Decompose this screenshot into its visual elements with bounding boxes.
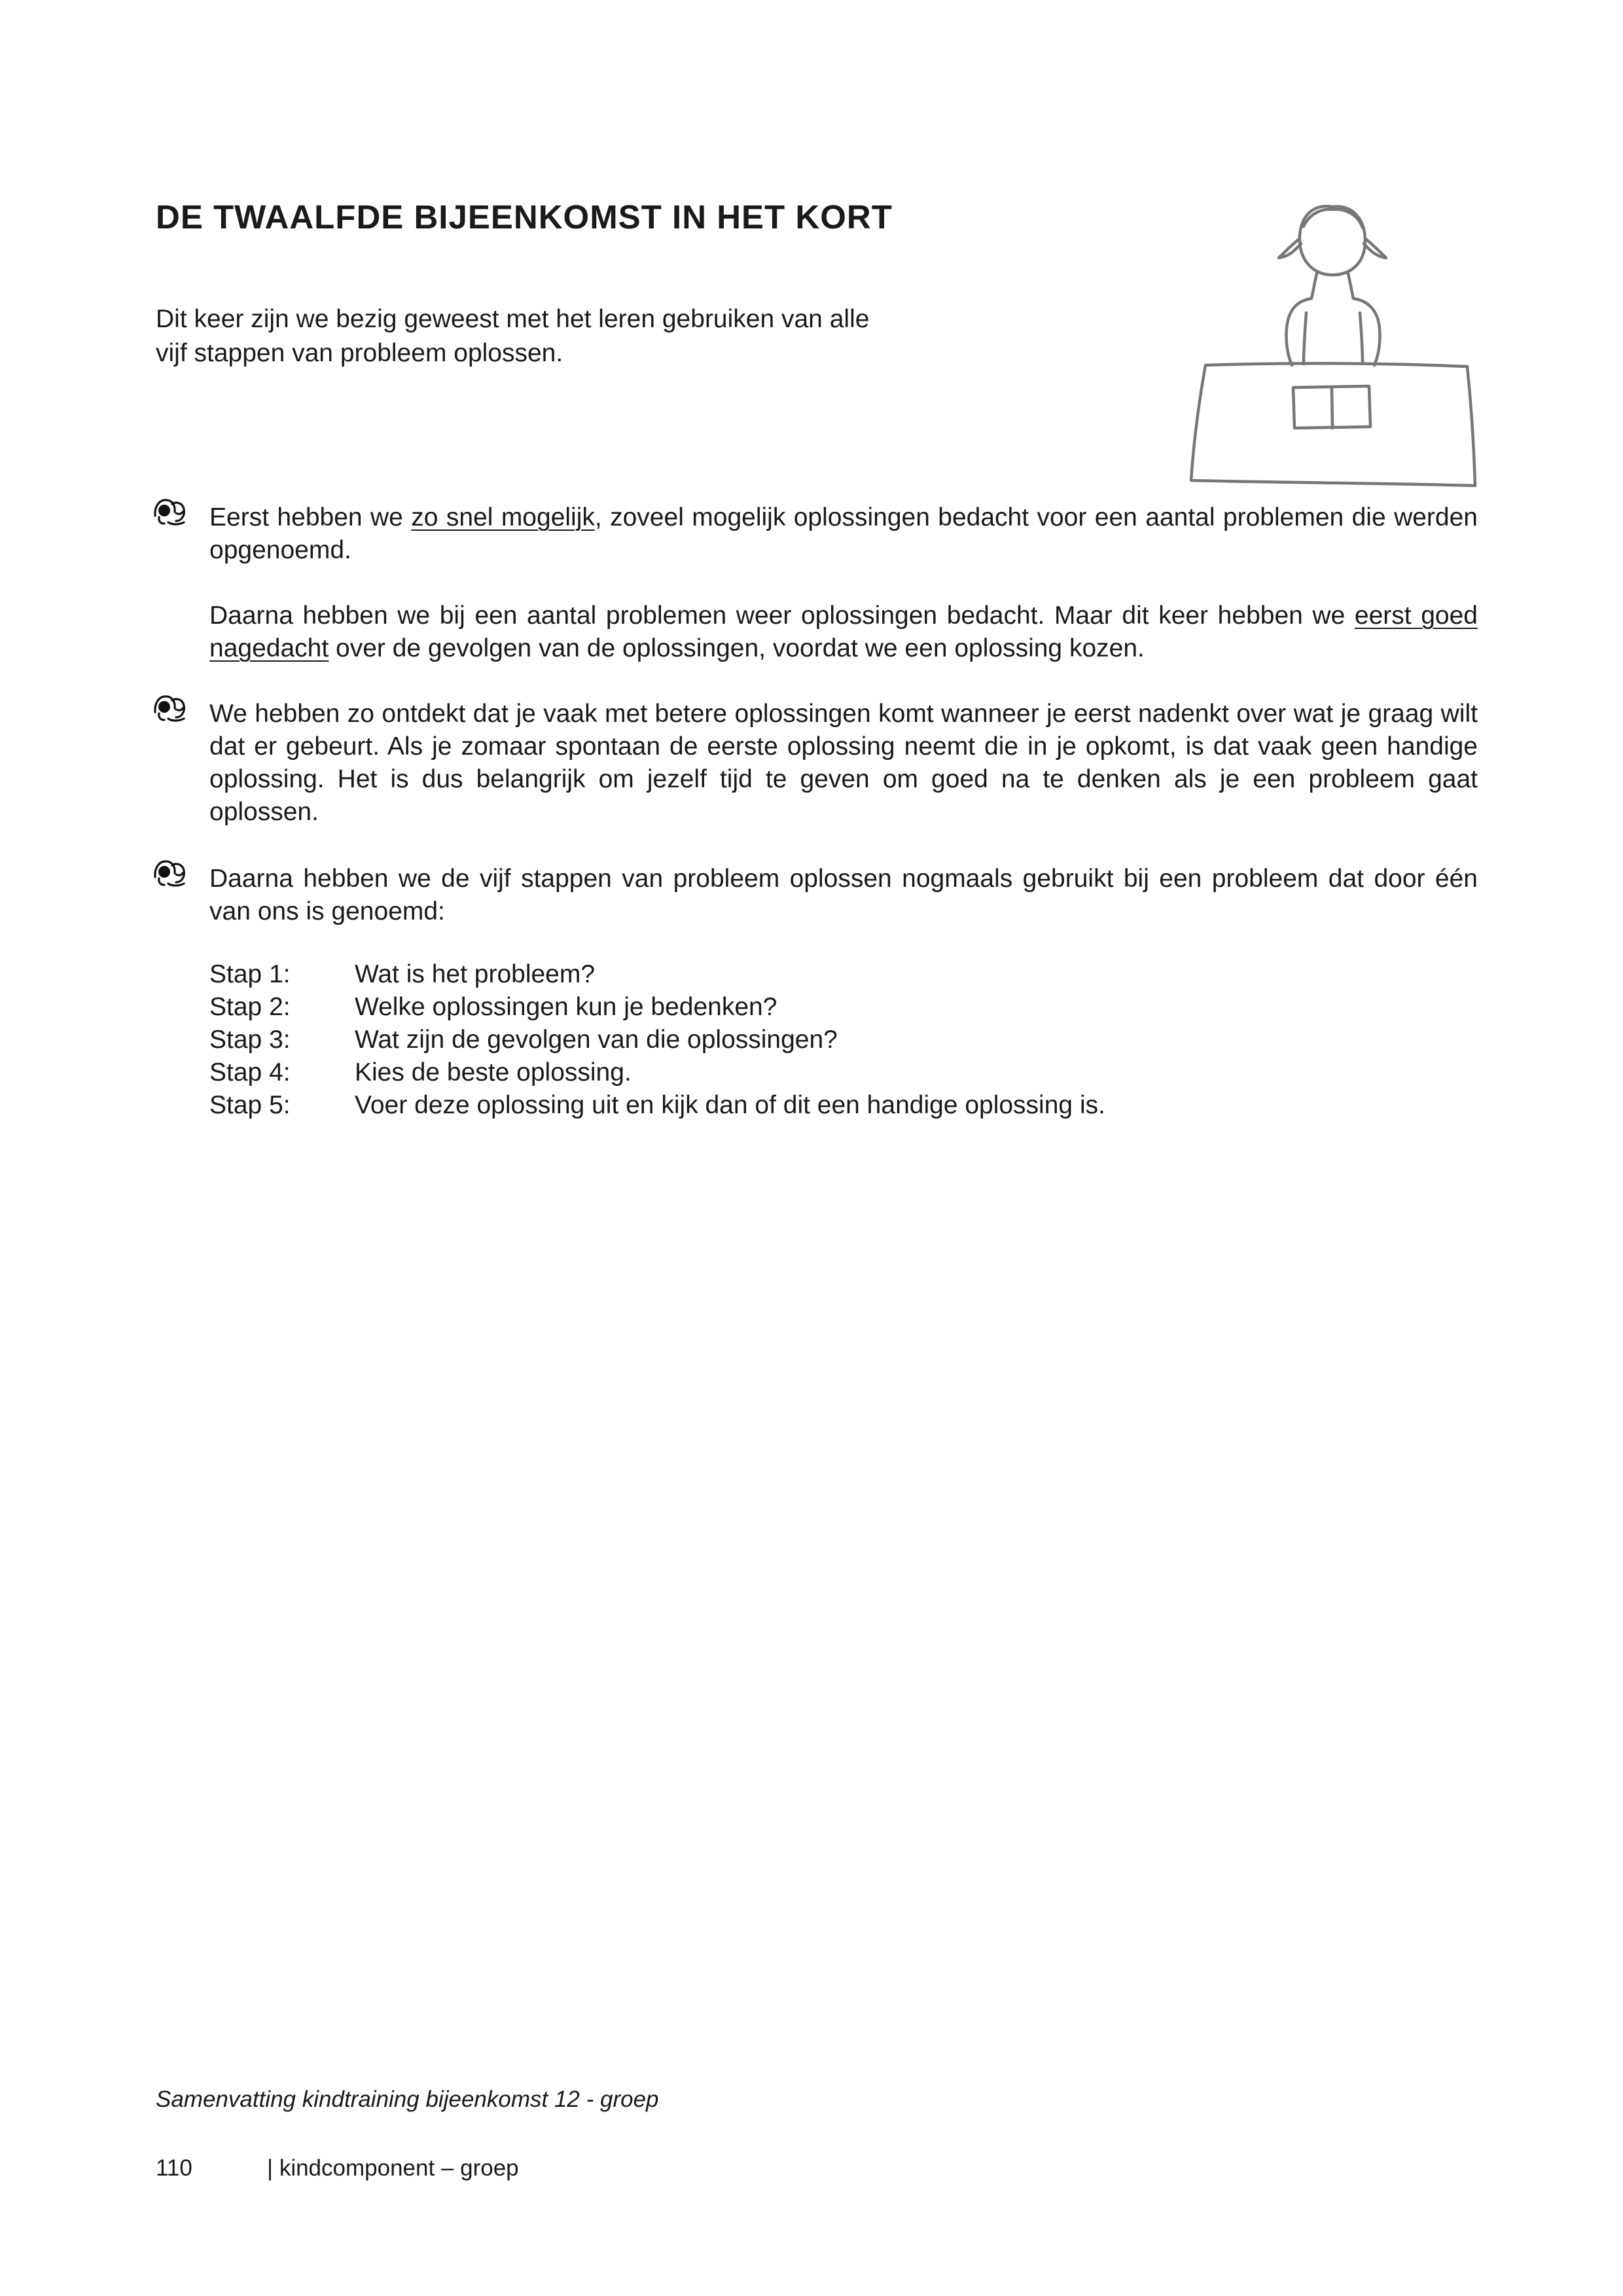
- page-title: DE TWAALFDE BIJEENKOMST IN HET KORT: [156, 198, 893, 236]
- step-text: Kies de beste oplossing.: [355, 1058, 632, 1086]
- paragraph-2-text-start: Daarna hebben we bij een aantal problemen weer oplossingen bedacht. Maar dit keer hebben we: [209, 601, 1355, 630]
- two-children-talking-icon: [152, 692, 187, 723]
- paragraph-fast-solutions: [209, 501, 1478, 567]
- intro-line-2: vijf stappen van probleem oplossen.: [156, 339, 563, 367]
- page-footer: [156, 2153, 519, 2183]
- step-item: [209, 1024, 1478, 1056]
- step-text: Voer deze oplossing uit en kijk dan of dit een handige oplossing is.: [355, 1091, 1105, 1119]
- step-label: Stap 1:: [209, 960, 291, 988]
- problem-solving-steps-list: [209, 958, 1478, 1122]
- underlined-phrase-fast: zo snel mogelijk: [411, 503, 595, 531]
- step-label: Stap 2:: [209, 993, 291, 1021]
- step-item: [209, 991, 1478, 1024]
- step-item: [209, 1089, 1478, 1122]
- paragraph-1-text-start: Eerst hebben we: [209, 503, 412, 531]
- paragraph-better-solutions: We hebben zo ontdekt dat je vaak met betere oplossingen komt wanneer je eerst nadenkt over wat je graag wilt dat er gebeurt. Als je zomaar spontaan de eerste oplossing neemt die in je opkomt, is dat vaak geen handige oplossing. Het is dus belangrijk om jezelf tijd te geven om goed na te denken als je een probleem gaat oplossen.: [209, 700, 1478, 826]
- two-children-talking-icon: [152, 496, 187, 526]
- step-item: [209, 958, 1478, 991]
- two-children-talking-icon: [152, 857, 187, 888]
- step-label: Stap 4:: [209, 1058, 291, 1086]
- paragraph-think-first: [209, 600, 1478, 665]
- step-label: Stap 5:: [209, 1091, 291, 1119]
- step-label: Stap 3:: [209, 1026, 291, 1054]
- step-text: Wat is het probleem?: [355, 960, 596, 988]
- footer-caption: Samenvatting kindtraining bijeenkomst 12 - groep: [156, 2087, 659, 2112]
- step-item: [209, 1056, 1478, 1089]
- paragraph-2-text-end: over de gevolgen van de oplossingen, voordat we een oplossing kozen.: [329, 634, 1145, 662]
- intro-line-1: Dit keer zijn we bezig geweest met het leren gebruiken van alle: [156, 305, 870, 333]
- step-text: Welke oplossingen kun je bedenken?: [355, 993, 777, 1021]
- girl-reading-book-illustration: [1183, 188, 1484, 491]
- footer-section-label: | kindcomponent – groep: [267, 2155, 519, 2181]
- step-text: Wat zijn de gevolgen van die oplossingen?: [355, 1026, 838, 1054]
- paragraph-five-steps-intro: Daarna hebben we de vijf stappen van probleem oplossen nogmaals gebruikt bij een probleem dat door één van ons is genoemd:: [209, 865, 1478, 925]
- paragraph-1-text-end: , zoveel mogelijk oplossingen bedacht voor een aantal problemen die werden opgenoemd.: [209, 503, 1478, 564]
- underlined-phrase-think: eerst goed nagedacht: [209, 601, 1478, 662]
- intro-paragraph: [156, 302, 980, 370]
- page-number: 110: [156, 2155, 192, 2181]
